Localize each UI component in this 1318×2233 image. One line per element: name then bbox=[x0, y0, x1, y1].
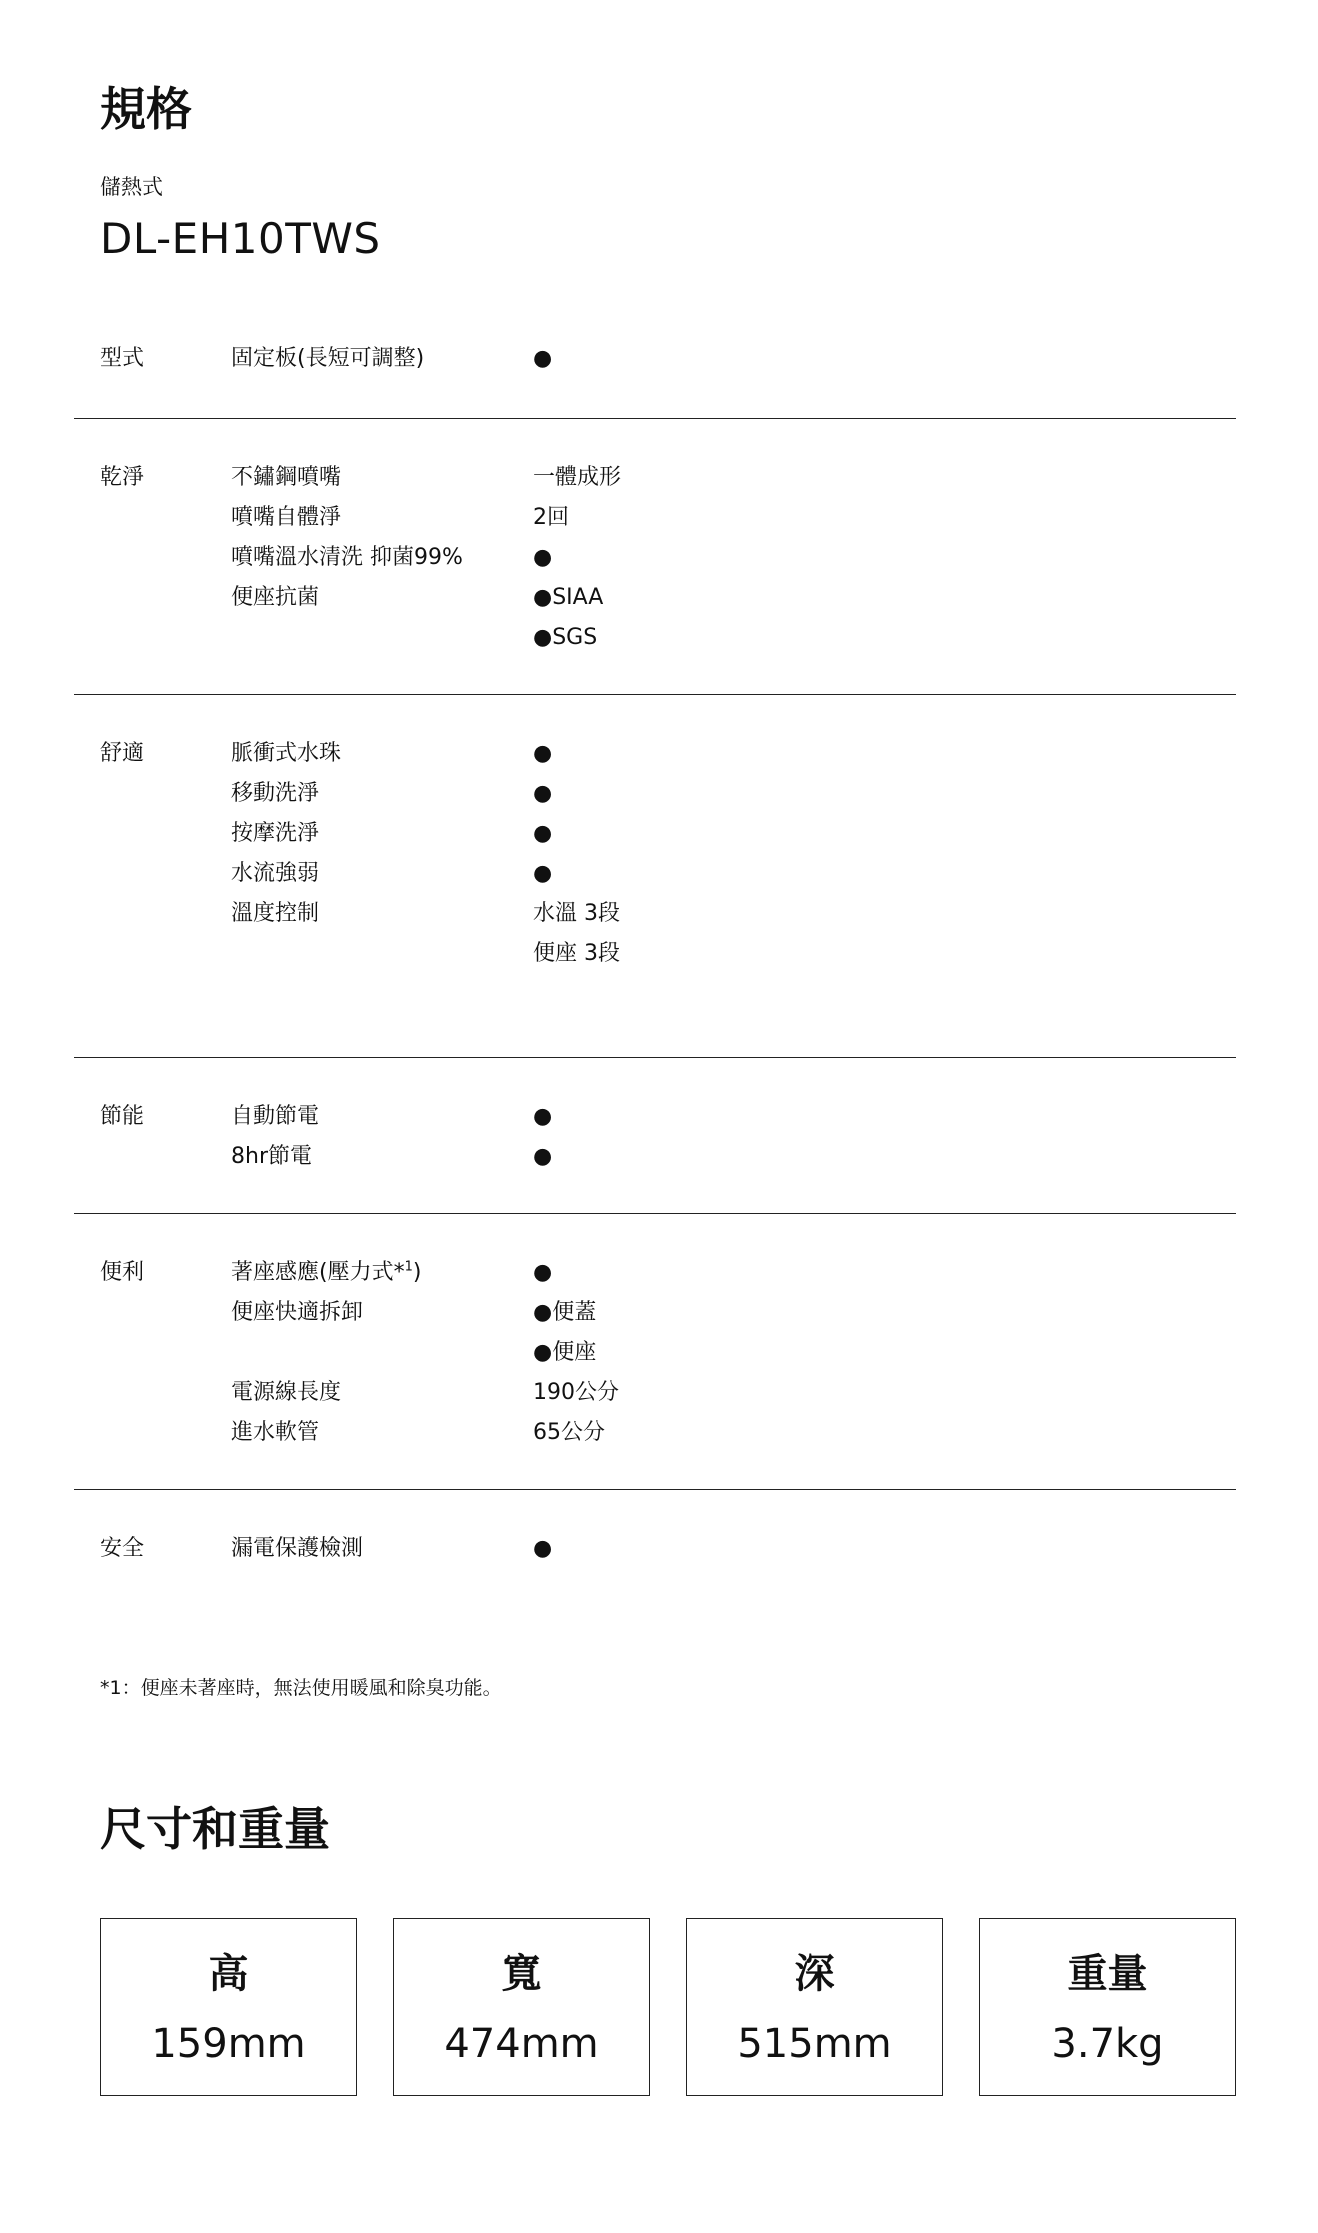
spec-row bbox=[74, 894, 1236, 934]
spec-row bbox=[74, 578, 1236, 618]
spec-row bbox=[74, 814, 1236, 854]
spec-row bbox=[74, 774, 1236, 814]
feature-value: ●SGS bbox=[533, 625, 598, 650]
feature-value: ● bbox=[533, 1144, 553, 1169]
feature-name: 溫度控制 bbox=[231, 901, 320, 926]
category-label: 便利 bbox=[100, 1260, 145, 1285]
section-divider bbox=[74, 694, 1236, 695]
feature-value: ● bbox=[533, 346, 553, 371]
feature-name: 漏電保護檢測 bbox=[231, 1536, 364, 1561]
feature-name: 8hr節電 bbox=[231, 1144, 312, 1169]
feature-value: ● bbox=[533, 781, 553, 806]
model-number: DL-EH10TWS bbox=[100, 214, 381, 263]
dimensions-title: 尺寸和重量 bbox=[100, 1802, 330, 1856]
feature-value: ●便座 bbox=[533, 1340, 597, 1365]
spec-row bbox=[74, 1253, 1236, 1293]
spec-row bbox=[74, 538, 1236, 578]
section-divider bbox=[74, 1213, 1236, 1214]
spec-row bbox=[74, 1333, 1236, 1373]
feature-value: ●便蓋 bbox=[533, 1300, 597, 1325]
dimension-label: 重量 bbox=[1067, 1951, 1148, 1997]
feature-name: 按摩洗淨 bbox=[231, 821, 320, 846]
feature-value: ● bbox=[533, 741, 553, 766]
feature-name: 便座快適拆卸 bbox=[231, 1300, 364, 1325]
feature-name: 脈衝式水珠 bbox=[231, 741, 342, 766]
dimension-card-depth bbox=[686, 1918, 943, 2096]
feature-value: ● bbox=[533, 1104, 553, 1129]
spec-row bbox=[74, 854, 1236, 894]
feature-value: 65公分 bbox=[533, 1420, 605, 1445]
spec-row bbox=[74, 1373, 1236, 1413]
category-label: 舒適 bbox=[100, 741, 145, 766]
feature-name: 便座抗菌 bbox=[231, 585, 320, 610]
dimension-label: 寬 bbox=[501, 1951, 542, 1997]
category-label: 乾淨 bbox=[100, 465, 145, 490]
feature-value: 水溫 3段 bbox=[533, 901, 620, 926]
spec-row bbox=[74, 618, 1236, 658]
feature-value: ● bbox=[533, 1536, 553, 1561]
feature-name: 不鏽鋼噴嘴 bbox=[231, 465, 342, 490]
dimension-label: 高 bbox=[208, 1951, 249, 1997]
category-label: 節能 bbox=[100, 1104, 145, 1129]
feature-name: 電源線長度 bbox=[231, 1380, 342, 1405]
category-label: 型式 bbox=[100, 346, 145, 371]
spec-row bbox=[74, 1413, 1236, 1453]
spec-row bbox=[74, 458, 1236, 498]
feature-value: 190公分 bbox=[533, 1380, 619, 1405]
spec-row bbox=[74, 1097, 1236, 1137]
feature-value: ● bbox=[533, 545, 553, 570]
feature-name: 水流強弱 bbox=[231, 861, 320, 886]
feature-name: 固定板(長短可調整) bbox=[231, 346, 425, 371]
spec-row bbox=[74, 1137, 1236, 1177]
dimension-card-height bbox=[100, 1918, 357, 2096]
feature-value: 2回 bbox=[533, 505, 569, 530]
spec-row bbox=[74, 1293, 1236, 1333]
section-divider bbox=[74, 1489, 1236, 1490]
feature-name bbox=[231, 1253, 421, 1293]
feature-text-tail: ) bbox=[412, 1260, 422, 1285]
spec-row bbox=[74, 1529, 1236, 1569]
dimensions-grid bbox=[100, 1918, 1236, 2098]
section-divider bbox=[74, 1057, 1236, 1058]
dimension-value: 159mm bbox=[151, 2021, 306, 2067]
feature-value: 便座 3段 bbox=[533, 941, 620, 966]
feature-name: 自動節電 bbox=[231, 1104, 320, 1129]
footnote-marker: 1 bbox=[404, 1259, 413, 1275]
dimension-card-width bbox=[393, 1918, 650, 2096]
footnote: *1：便座未著座時，無法使用暖風和除臭功能。 bbox=[100, 1677, 502, 1699]
feature-name: 進水軟管 bbox=[231, 1420, 320, 1445]
feature-value: 一體成形 bbox=[533, 465, 622, 490]
feature-value: ● bbox=[533, 821, 553, 846]
dimension-value: 515mm bbox=[737, 2021, 892, 2067]
feature-value: ● bbox=[533, 861, 553, 886]
dimension-value: 3.7kg bbox=[1051, 2021, 1164, 2067]
dimension-card-weight bbox=[979, 1918, 1236, 2096]
dimension-value: 474mm bbox=[444, 2021, 599, 2067]
spec-row bbox=[74, 734, 1236, 774]
spec-row bbox=[74, 339, 1236, 379]
feature-value: ●SIAA bbox=[533, 585, 604, 610]
feature-text: 著座感應(壓力式* bbox=[231, 1260, 405, 1285]
feature-name: 噴嘴溫水清洗 抑菌99% bbox=[231, 545, 463, 570]
spec-row bbox=[74, 934, 1236, 974]
dimension-label: 深 bbox=[794, 1951, 835, 1997]
feature-name: 移動洗淨 bbox=[231, 781, 320, 806]
product-type-label: 儲熱式 bbox=[100, 175, 163, 199]
spec-title: 規格 bbox=[100, 82, 192, 136]
category-label: 安全 bbox=[100, 1536, 145, 1561]
feature-name: 噴嘴自體淨 bbox=[231, 505, 342, 530]
spec-row bbox=[74, 498, 1236, 538]
feature-value: ● bbox=[533, 1260, 553, 1285]
section-divider bbox=[74, 418, 1236, 419]
